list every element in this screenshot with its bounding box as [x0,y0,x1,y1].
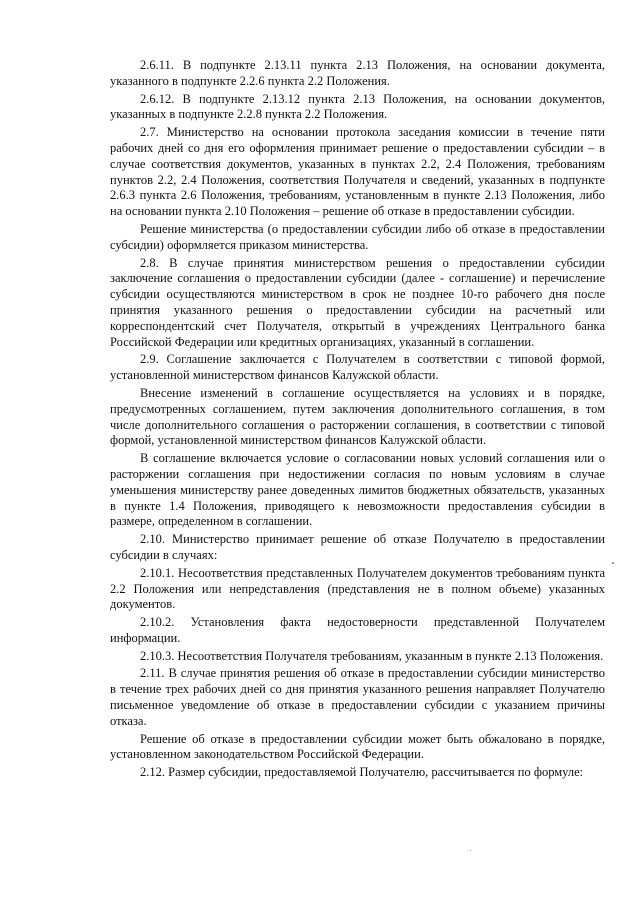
paragraph-appeal: Решение об отказе в предоставлении субсидии может быть обжаловано в порядке, установленном законодательством Российской Федерации. [110,731,605,762]
scan-speck [470,850,471,851]
paragraph-2-10-3: 2.10.3. Несоответствия Получателя требованиям, указанным в пункте 2.13 Положения. [140,648,604,663]
scan-speck [612,562,614,564]
paragraph-amendments: Внесение изменений в соглашение осуществляется на условиях и в порядке, предусмотренных соглашением, путем заключения дополнительного соглашения, в том числе дополнительного соглашения о расторжении соглашения, в соответствии с типовой формой, установленной министерством финансов Калужской области. [110,385,605,448]
paragraph-2-12: 2.12. Размер субсидии, предоставляемой Получателю, рассчитывается по формуле: [140,765,584,780]
paragraph-2-6-11: 2.6.11. В подпункте 2.13.11 пункта 2.13 Положения, на основании документа, указанного в подпункте 2.2.6 пункта 2.2 Положения. [110,58,605,88]
paragraph-2-9: 2.9. Соглашение заключается с Получателем в соответствии с типовой формой, установленной министерством финансов Калужской области. [110,352,605,383]
paragraph-2-10-2: 2.10.2. Установления факта недостоверности представленной Получателем информации. [110,615,605,645]
paragraph-2-6-12: 2.6.12. В подпункте 2.13.12 пункта 2.13 Положения, на основании документов, указанных в подпункте 2.2.8 пункта 2.2 Положения. [110,91,605,122]
paragraph-decision: Решение министерства (о предоставлении субсидии либо об отказе в предоставлении субсидии) оформляется приказом министерства. [110,221,605,252]
paragraph-2-8: 2.8. В случае принятия министерством решения о предоставлении субсидии заключение соглашения о предоставлении субсидии (далее - соглашение) и перечисление субсидии осуществляются министерством в срок не позднее 10-го рабочего дня после принятия указанного решения о предоставлении субсидии на расчетный или корреспондентский счет Получателя, открытый в учреждениях Центрального банка Российской Федерации или кредитных организациях, указанный в соглашении. [110,255,605,349]
paragraph-2-7: 2.7. Министерство на основании протокола заседания комиссии в течение пяти рабочих дней со дня его оформления принимает решение о предоставлении субсидии – в случае соответствия документов, указанных в пунктах 2.2, 2.4 Положения, требованиям пунктов 2.2, 2.4 Положения, соответствия Получателя и сведений, указанных в подпункте 2.6.3 пункта 2.6 Положения, требованиям, установленным в пункте 2.13 Положения, либо на основании пункта 2.10 Положения – решение об отказе в предоставлении субсидии. [110,125,605,219]
paragraph-2-11: 2.11. В случае принятия решения об отказе в предоставлении субсидии министерство в течение трех рабочих дней со дня принятия указанного решения направляет Получателю письменное уведомление об отказе в предоставлении субсидии с указанием причины отказа. [110,666,605,728]
paragraph-agreement-condition: В соглашение включается условие о согласовании новых условий соглашения или о расторжении соглашения при недостижении согласия по новым условиям в случае уменьшения министерству ранее доведенных лимитов бюджетных обязательств, указанных в пункте 1.4 Положения, приводящего к невозможности предоставления субсидии в размере, определенном в соглашении. [110,451,605,529]
paragraph-2-10: 2.10. Министерство принимает решение об отказе Получателю в предоставлении субсидии в случаях: [110,532,605,562]
document-body [110,58,605,783]
paragraph-2-10-1: 2.10.1. Несоответствия представленных Получателем документов требованиям пункта 2.2 Положения или непредставления (представления не в полном объеме) указанных документов. [110,565,605,612]
